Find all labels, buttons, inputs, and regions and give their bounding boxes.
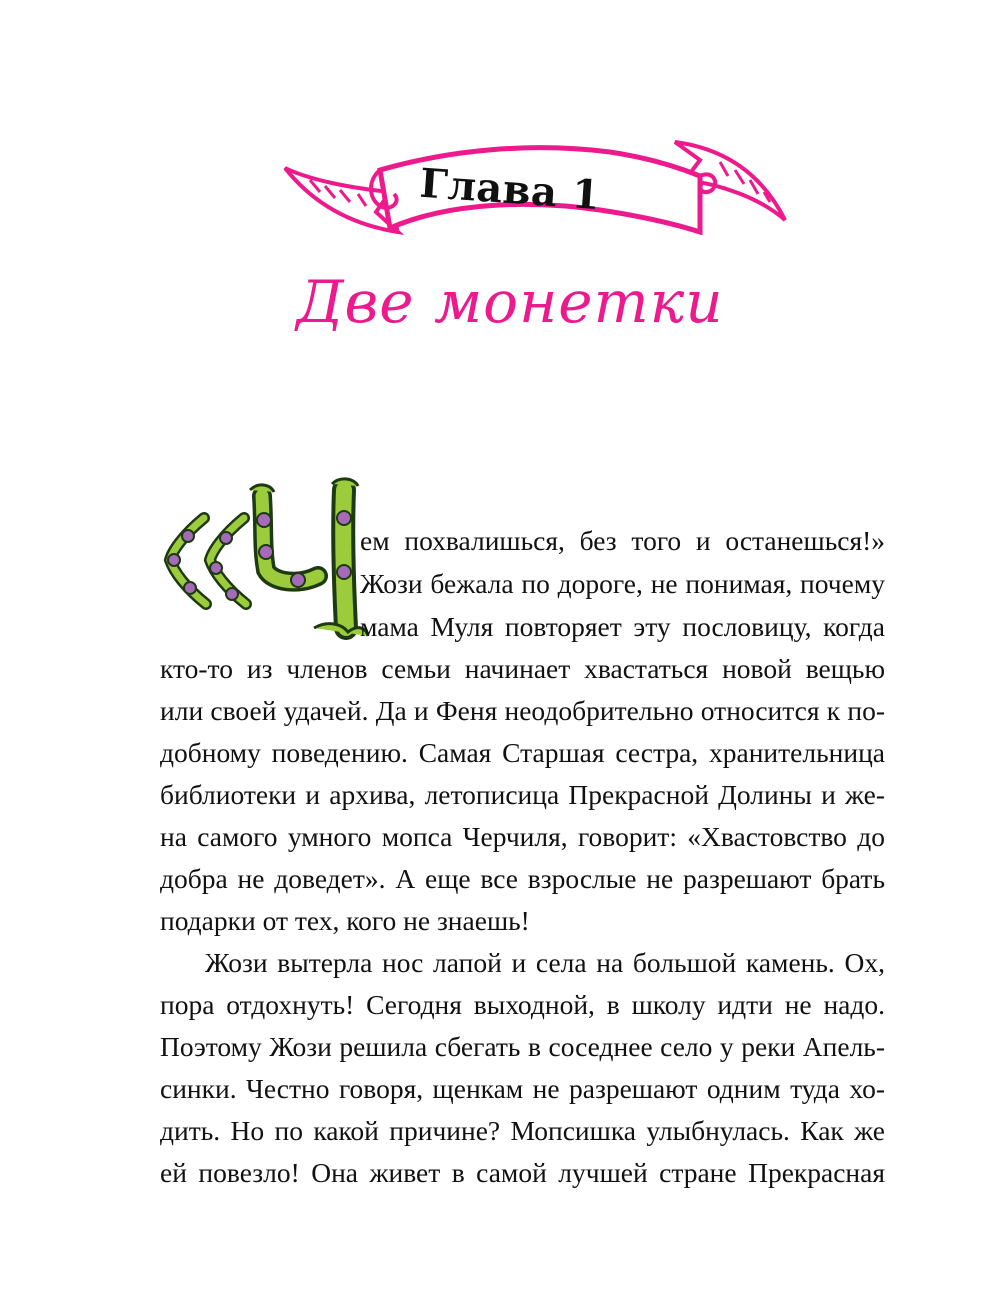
text-line: или своей удачей. Да и Феня неодобрительно относится к по-: [160, 695, 885, 726]
text-line: дить. Но по какой причине? Мопсишка улыбнулась. Как же: [160, 1115, 885, 1146]
text-line: добному поведению. Самая Старшая сестра, хранительница: [160, 737, 885, 768]
text-line: Поэтому Жози решила сбегать в соседнее село у реки Апель-: [160, 1031, 885, 1062]
text-line: Жози вытерла нос лапой и села на большой камень. Ох,: [205, 947, 885, 978]
text-line: пора отдохнуть! Сегодня выходной, в школу идти не надо.: [160, 989, 885, 1020]
decorative-drop-cap-letter: [248, 478, 368, 638]
text-line: мама Муля повторяет эту пословицу, когда: [360, 611, 885, 642]
decorative-open-quote: [160, 508, 252, 608]
chapter-label: Глава 1: [418, 159, 602, 220]
text-line: библиотеки и архива, летописица Прекрасной Долины и же-: [160, 779, 885, 810]
text-line: добра не доведет». А еще все взрослые не разрешают брать: [160, 863, 885, 894]
text-line: на самого умного мопса Черчиля, говорит: «Хвастовство до: [160, 821, 885, 852]
text-line: кто-то из членов семьи начинает хвастаться новой вещью: [160, 653, 885, 684]
text-line: синки. Честно говоря, щенкам не разрешают одним туда хо-: [160, 1073, 885, 1104]
text-line: ей повезло! Она живет в самой лучшей стране Прекрасная: [160, 1157, 885, 1188]
text-line: ем похвалишься, без того и останешься!»: [360, 525, 885, 556]
text-line: Жози бежала по дороге, не понимая, почему: [360, 568, 885, 599]
text-line: подарки от тех, кого не знаешь!: [160, 905, 530, 936]
chapter-title: Две монетки: [296, 268, 724, 336]
